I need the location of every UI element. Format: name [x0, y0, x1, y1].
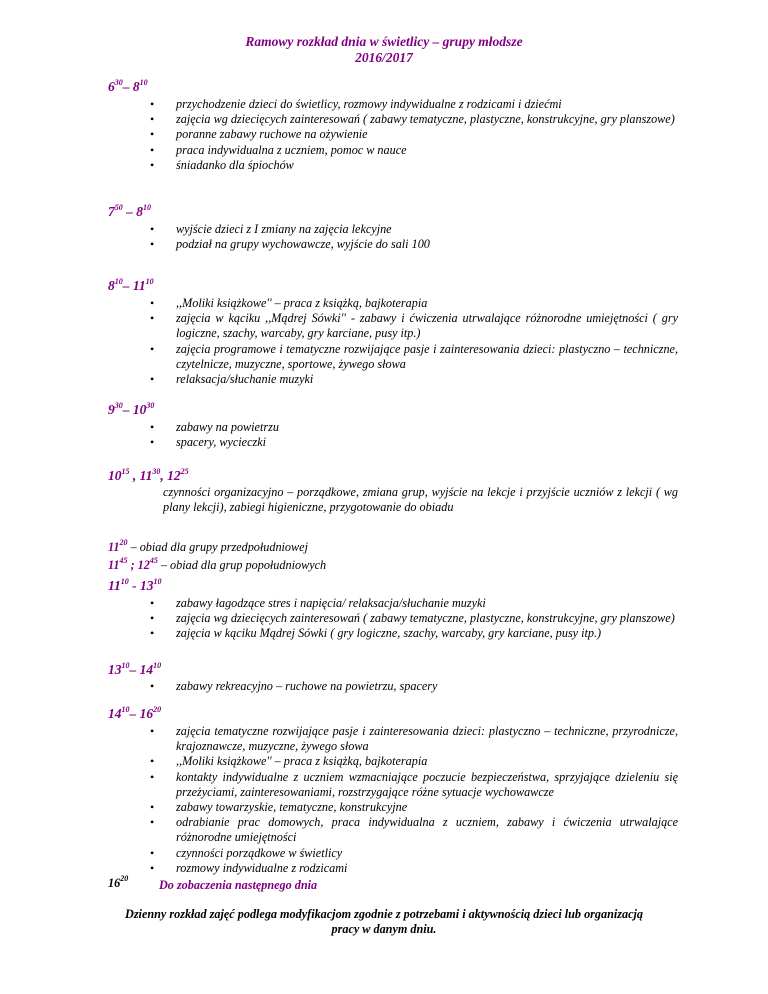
closing-text: Do zobaczenia następnego dnia: [159, 878, 318, 892]
list-item: • zabawy na powietrzu: [150, 420, 678, 435]
list-item: • zajęcia wg dziecięcych zainteresowań ( zabawy tematyczne, plastyczne, konstrukcyjne, gry planszowe): [150, 611, 678, 626]
list-item: • rozmowy indywidualne z rodzicami: [150, 861, 678, 876]
list-item: • zajęcia wg dziecięcych zainteresowań ( zabawy tematyczne, plastyczne, konstrukcyjne, gry planszowe): [150, 112, 678, 127]
activity-list-0750: [150, 222, 678, 252]
list-item: • czynności porządkowe w świetlicy: [150, 846, 678, 861]
list-item: • spacery, wycieczki: [150, 435, 678, 450]
school-year: 2016/2017: [355, 50, 413, 65]
list-item: • ,,Moliki książkowe'' – praca z książką, bajkoterapia: [150, 296, 678, 311]
list-item: • ,,Moliki książkowe'' – praca z książką, bajkoterapia: [150, 754, 678, 769]
lunch-morning-group: $11^{20}$ – obiad dla grupy przedpołudniowej: [108, 538, 308, 554]
list-item: • zabawy rekreacyjno – ruchowe na powietrzu, spacery: [150, 679, 678, 694]
list-item: • praca indywidualna z uczniem, pomoc w nauce: [150, 143, 678, 158]
list-item: • przychodzenie dzieci do świetlicy, rozmowy indywidualne z rodzicami i dziećmi: [150, 97, 678, 112]
footer-note-line-1: Dzienny rozkład zajęć podlega modyfikacjom zgodnie z potrzebami i aktywnością dzieci lub organizacją: [125, 907, 643, 921]
time-range-0810-1110: $8^{10}-$ $11^{10}$: [108, 277, 154, 293]
activity-list-1410: [150, 724, 678, 876]
list-item: • relaksacja/słuchanie muzyki: [150, 372, 678, 387]
time-range-0750-0810: $7^{50} - 8^{10}$: [108, 203, 151, 219]
activity-list-0930: [150, 420, 678, 450]
page-title: Ramowy rozkład dnia w świetlicy – grupy młodsze: [245, 34, 523, 49]
list-item: • odrabianie prac domowych, praca indywidualna z uczniem, zabawy i ćwiczenia utrwalające różnorodne umiejętności: [150, 815, 678, 845]
list-item: • podział na grupy wychowawcze, wyjście do sali 100: [150, 237, 678, 252]
list-item: • kontakty indywidualne z uczniem wzmacniające poczucie bezpieczeństwa, sprzyjające dzieleniu się przeżyciami, zainteresowaniami, rozstrzygające różne sytuacje wychowawcze: [150, 770, 678, 800]
footer-note-line-2: pracy w danym dniu.: [331, 922, 437, 936]
time-range-0930-1030: $9^{30}-$ $10^{30}$: [108, 401, 155, 417]
lunch-afternoon-groups: $11^{45}$ ; $12^{45}$ – obiad dla grup popołudniowych: [108, 556, 327, 572]
time-range-1310-1410: $13^{10}-$ $14^{10}$: [108, 661, 162, 677]
closing-time: $16^{20}$: [108, 874, 129, 890]
activity-list-1310: [150, 679, 678, 694]
list-item: • śniadanko dla śpiochów: [150, 158, 678, 173]
time-range-1410-1620: $14^{10}-$ $16^{20}$: [108, 705, 162, 721]
list-item: • poranne zabawy ruchowe na ożywienie: [150, 127, 678, 142]
list-item: • zajęcia tematyczne rozwijające pasje i zainteresowania dzieci: plastyczno – techniczne, przyrodnicze, krajoznawcze, muzyczne, żywego słowa: [150, 724, 678, 754]
list-item: • zajęcia w kąciku Mądrej Sówki ( gry logiczne, szachy, warcaby, gry karciane, pusy itp.): [150, 626, 678, 641]
list-item: • zajęcia programowe i tematyczne rozwijające pasje i zainteresowania dzieci: plastyczno – techniczne, czytelnicze, muzyczne, sportowe, żywego słowa: [150, 342, 678, 372]
list-item: • zabawy łagodzące stres i napięcia/ relaksacja/słuchanie muzyki: [150, 596, 678, 611]
activity-list-0630: [150, 97, 678, 173]
list-item: • zajęcia w kąciku ,,Mądrej Sówki'' - zabawy i ćwiczenia utrwalające różnorodne umiejętności ( gry logiczne, szachy, warcaby, gry karciane, pusy itp.): [150, 311, 678, 341]
activity-list-0810: [150, 296, 678, 387]
list-item: • zabawy towarzyskie, tematyczne, konstrukcyjne: [150, 800, 678, 815]
activity-list-1110: [150, 596, 678, 642]
time-range-0630-0810: $6^{30}-$ $8^{10}$: [108, 78, 148, 94]
list-item: • wyjście dzieci z I zmiany na zajęcia lekcyjne: [150, 222, 678, 237]
organizational-activities-text: czynności organizacyjno – porządkowe, zmiana grup, wyjście na lekcje i przyjście uczniów z lekcji ( wg plany lekcji), zabiegi higieniczne, przygotowanie do obiadu: [163, 485, 678, 515]
time-range-1110-1310: $11^{10} - 13^{10}$: [108, 577, 162, 593]
time-points-1015-1130-1225: $10^{15}$ , $11^{30}$, $12^{25}$: [108, 467, 189, 483]
